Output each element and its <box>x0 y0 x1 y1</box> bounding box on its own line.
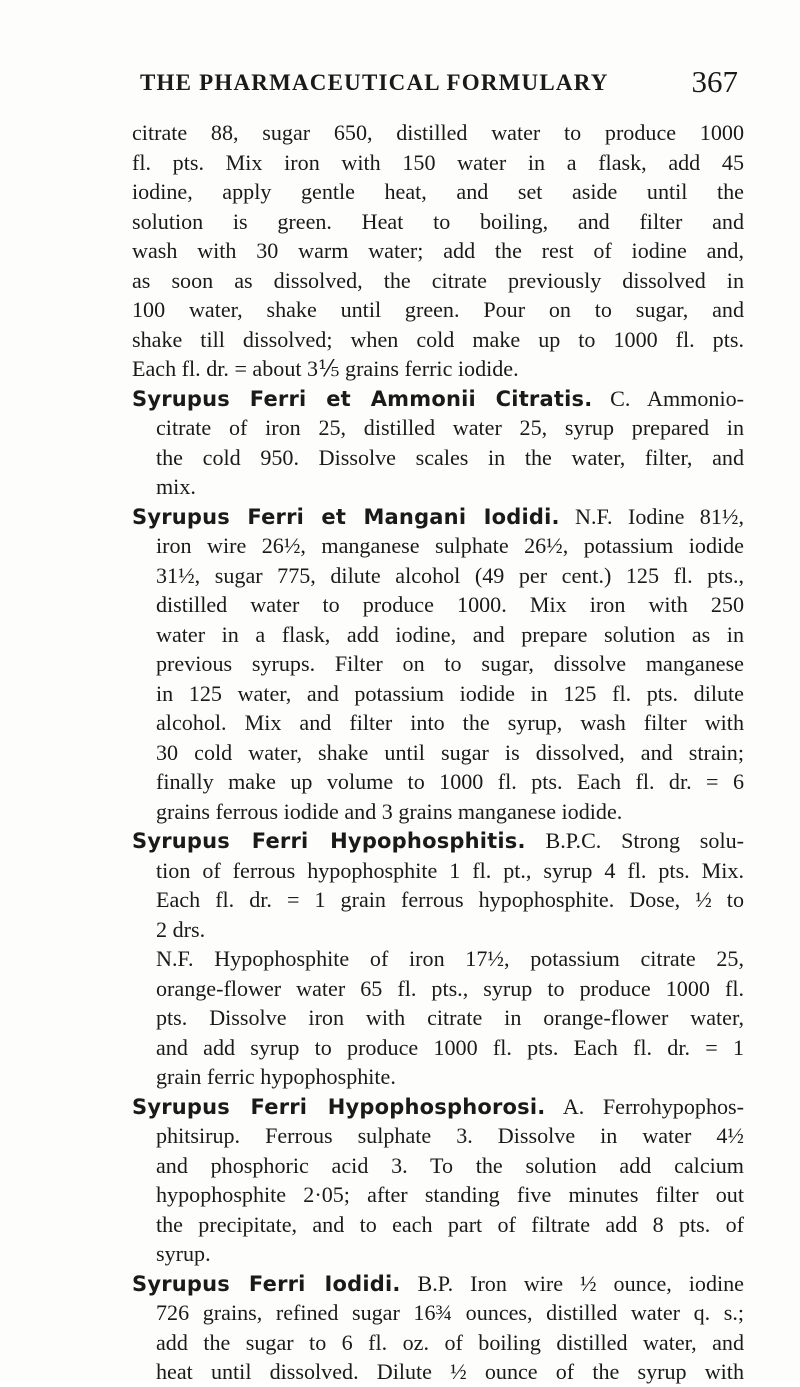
entry-heading-line <box>132 502 744 532</box>
running-head: THE PHARMACEUTICAL FORMULARY <box>140 70 609 95</box>
text-line <box>132 767 744 797</box>
line-text: Each fl. dr. = about 3⅕ grains ferric iodide. <box>132 356 519 381</box>
text-line <box>132 1003 744 1033</box>
text-line <box>132 531 744 561</box>
text-line <box>132 443 744 473</box>
line-text: Each fl. dr. = 1 grain ferrous hypophosphite. Dose, ½ to <box>156 887 744 912</box>
entry-heading-line <box>132 826 744 856</box>
text-line <box>132 738 744 768</box>
text-line <box>132 472 744 502</box>
line-text: grain ferric hypophosphite. <box>156 1064 396 1089</box>
text-line <box>132 236 744 266</box>
line-text: mix. <box>156 474 196 499</box>
entry-heading-line <box>132 1269 744 1299</box>
text-line <box>132 620 744 650</box>
line-text: iron wire 26½, manganese sulphate 26½, potassium iodide <box>156 533 744 558</box>
text-line <box>132 679 744 709</box>
text-line <box>132 354 744 384</box>
text-line <box>132 885 744 915</box>
line-text: water in a flask, add iodine, and prepare solution as in <box>156 621 744 647</box>
text-line <box>132 649 744 679</box>
text-line <box>132 856 744 886</box>
text-line <box>132 325 744 355</box>
text-line <box>132 413 744 443</box>
line-text: and add syrup to produce 1000 fl. pts. Each fl. dr. = 1 <box>156 1034 744 1060</box>
text-line <box>132 708 744 738</box>
line-text: finally make up volume to 1000 fl. pts. Each fl. dr. = 6 <box>156 769 744 794</box>
page-number: 367 <box>691 64 738 99</box>
text-line <box>132 177 744 207</box>
line-text: 31½, sugar 775, dilute alcohol (49 per cent.) 125 fl. pts., <box>156 562 744 588</box>
text-line <box>132 1328 744 1358</box>
line-text: B.P.C. Strong solu- <box>525 828 744 853</box>
text-line <box>132 266 744 296</box>
line-text: and phosphoric acid 3. To the solution add calcium <box>156 1152 744 1178</box>
line-text: N.F. Iodine 81½, <box>559 503 744 529</box>
line-text: grains ferrous iodide and 3 grains manganese iodide. <box>156 798 623 824</box>
text-line <box>132 974 744 1004</box>
line-text: 726 grains, refined sugar 16¾ ounces, distilled water q. s.; <box>156 1300 744 1325</box>
line-text: orange-flower water 65 fl. pts., syrup to produce 1000 fl. <box>156 975 744 1001</box>
text-line <box>132 1357 744 1387</box>
entry-heading: Syrupus Ferri et Ammonii Citratis. <box>132 386 593 411</box>
line-text: 100 water, shake until green. Pour on to sugar, and <box>132 297 744 322</box>
text-line <box>132 1180 744 1210</box>
line-text: pts. Dissolve iron with citrate in orange-flower water, <box>156 1005 744 1030</box>
line-text: hypophosphite 2·05; after standing five minutes filter out <box>156 1182 744 1207</box>
line-text: previous syrups. Filter on to sugar, dissolve manganese <box>156 651 744 676</box>
line-text: iodine, apply gentle heat, and set aside until the <box>132 179 744 204</box>
text-line <box>132 1210 744 1240</box>
line-text: C. Ammonio- <box>592 385 744 411</box>
line-text: shake till dissolved; when cold make up to 1000 fl. pts. <box>132 326 744 352</box>
entry-heading: Syrupus Ferri et Mangani Iodidi. <box>132 504 560 529</box>
text-line <box>132 148 744 178</box>
page-body <box>132 118 744 1387</box>
line-text: citrate 88, sugar 650, distilled water to produce 1000 <box>132 120 744 145</box>
line-text: A. Ferrohypophos- <box>545 1093 744 1119</box>
text-line <box>132 118 744 148</box>
text-line <box>132 561 744 591</box>
line-text: tion of ferrous hypophosphite 1 fl. pt., syrup 4 fl. pts. Mix. <box>156 857 744 883</box>
entry-heading-line <box>132 384 744 414</box>
line-text: heat until dissolved. Dilute ½ ounce of the syrup with <box>156 1359 744 1384</box>
line-text: syrup. <box>156 1241 211 1266</box>
line-text: B.P. Iron wire ½ ounce, iodine <box>400 1270 744 1296</box>
entry-heading: Syrupus Ferri Hypophosphitis. <box>132 829 526 853</box>
line-text: wash with 30 warm water; add the rest of iodine and, <box>132 238 744 263</box>
line-text: distilled water to produce 1000. Mix iron with 250 <box>156 592 744 617</box>
text-line <box>132 944 744 974</box>
text-line <box>132 797 744 827</box>
text-line <box>132 1239 744 1269</box>
line-text: as soon as dissolved, the citrate previously dissolved in <box>132 267 744 293</box>
line-text: 2 drs. <box>156 916 206 942</box>
line-text: add the sugar to 6 fl. oz. of boiling distilled water, and <box>156 1329 744 1355</box>
page-header <box>140 64 740 104</box>
line-text: citrate of iron 25, distilled water 25, syrup prepared in <box>156 415 744 440</box>
line-text: phitsirup. Ferrous sulphate 3. Dissolve in water 4½ <box>156 1123 744 1148</box>
line-text: alcohol. Mix and filter into the syrup, wash filter with <box>156 710 744 735</box>
text-line <box>132 1121 744 1151</box>
text-line <box>132 1151 744 1181</box>
text-line <box>132 207 744 237</box>
text-line <box>132 295 744 325</box>
entry-heading: Syrupus Ferri Hypophosphorosi. <box>132 1094 546 1119</box>
line-text: the cold 950. Dissolve scales in the water, filter, and <box>156 444 744 470</box>
text-line <box>132 590 744 620</box>
text-line <box>132 915 744 945</box>
line-text: fl. pts. Mix iron with 150 water in a flask, add 45 <box>132 149 744 175</box>
text-line <box>132 1298 744 1328</box>
entry-heading-line <box>132 1092 744 1122</box>
line-text: solution is green. Heat to boiling, and filter and <box>132 208 744 234</box>
line-text: in 125 water, and potassium iodide in 125 fl. pts. dilute <box>156 680 744 706</box>
line-text: 30 cold water, shake until sugar is dissolved, and strain; <box>156 739 744 765</box>
entry-heading: Syrupus Ferri Iodidi. <box>132 1271 401 1296</box>
text-line <box>132 1033 744 1063</box>
text-line <box>132 1062 744 1092</box>
line-text: the precipitate, and to each part of filtrate add 8 pts. of <box>156 1211 744 1237</box>
line-text: N.F. Hypophosphite of iron 17½, potassium citrate 25, <box>156 946 744 971</box>
